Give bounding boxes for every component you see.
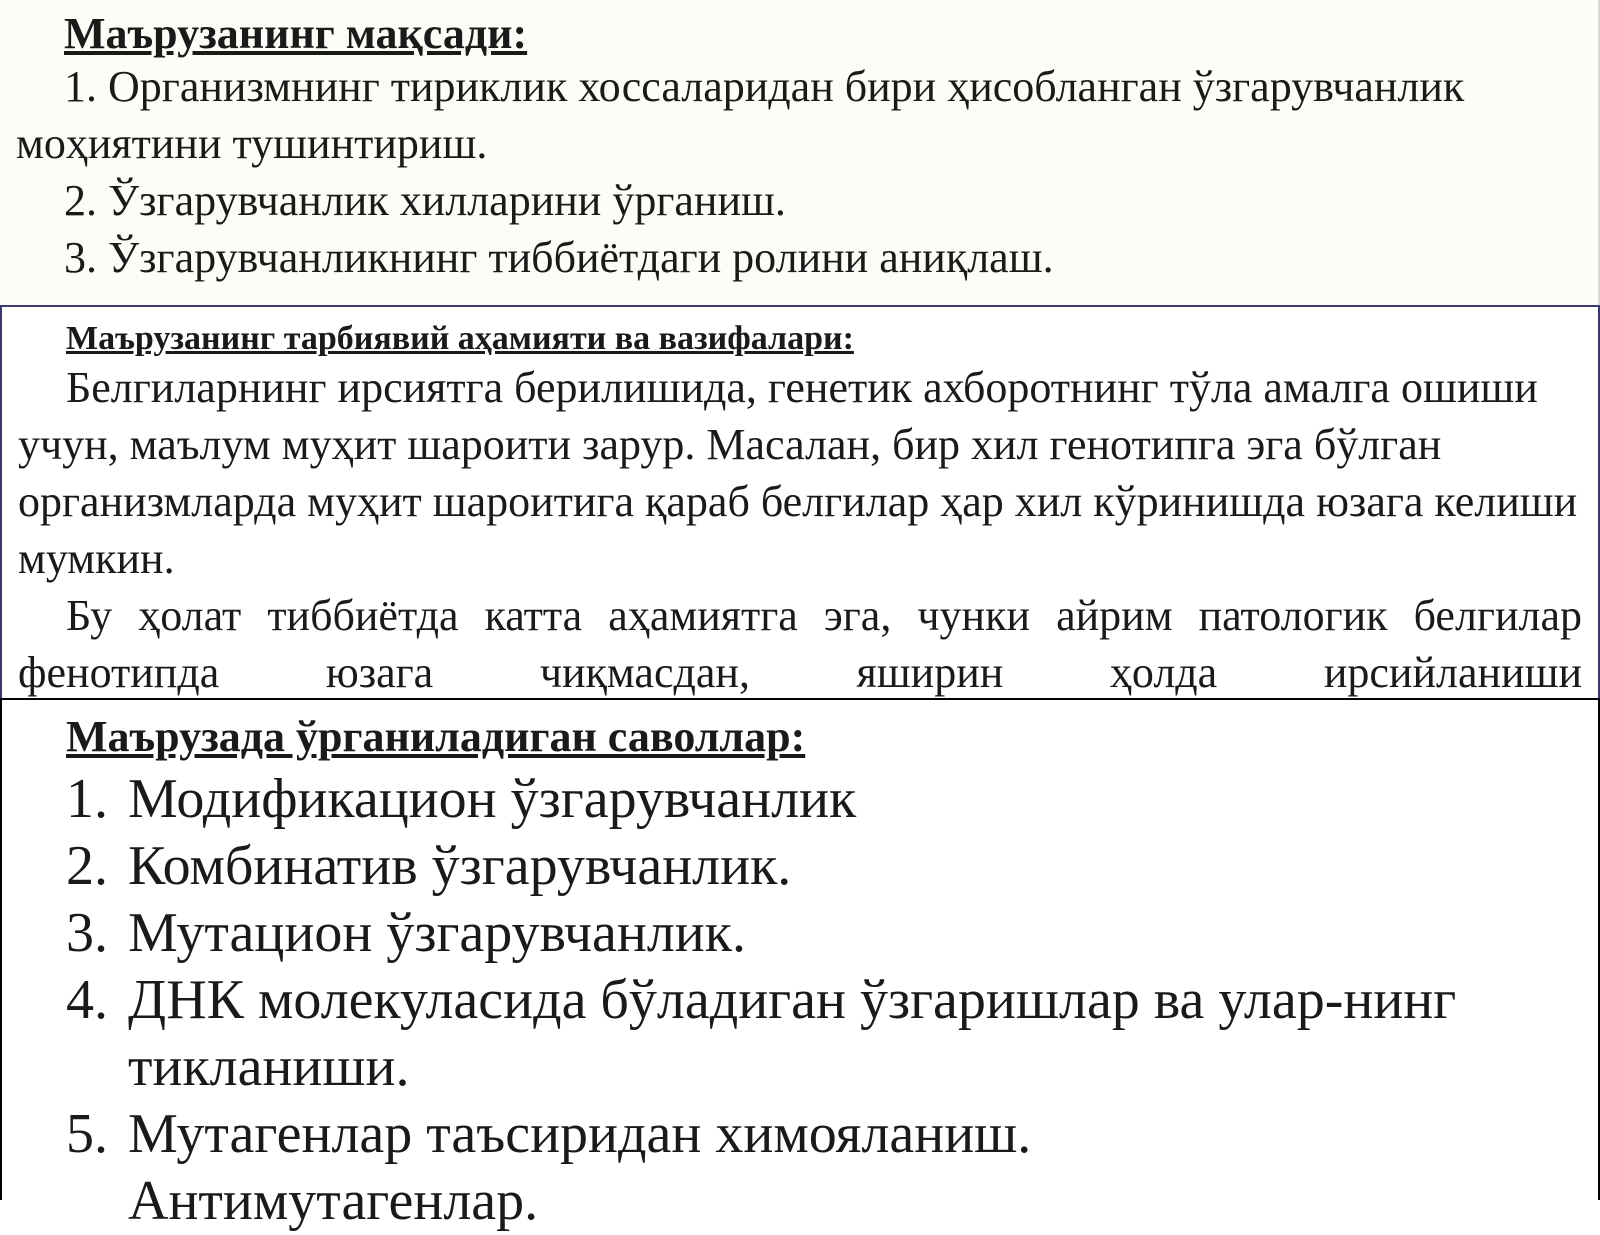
question-item-4 — [66, 967, 1598, 1101]
goal-item-3: 3. Ўзгарувчанликнинг тиббиётдаги ролини аниқлаш. — [64, 233, 1054, 282]
lecture-educational-section — [0, 305, 1600, 700]
question-text: Антимутагенлар. — [128, 1170, 539, 1232]
question-item-1 — [66, 766, 1598, 833]
question-number: 4. — [66, 969, 108, 1031]
question-number: 1. — [66, 768, 108, 830]
goals-heading: Маърузанинг мақсади: — [64, 9, 528, 58]
question-item-5 — [66, 1101, 1598, 1168]
educational-heading: Маърузанинг тарбиявий аҳамияти ва вазифалари: — [66, 320, 854, 357]
lecture-goals-section — [0, 0, 1600, 305]
question-text: Комбинатив ўзгарувчанлик. — [128, 835, 792, 897]
educational-paragraph-1: Белгиларнинг ирсиятга берилишида, генетик ахборотнинг тўла амалга ошиши учун, маълум муҳит шароити зарур. Масалан, бир хил генотипга эга бўлган организмларда муҳит шароитига қараб белгилар ҳар хил кўринишда юзага келиши мумкин. — [18, 363, 1578, 583]
question-item-2 — [66, 833, 1598, 900]
question-number: 5. — [66, 1103, 108, 1165]
question-number: 2. — [66, 835, 108, 897]
question-text: Мутагенлар таъсиридан химояланиш. — [128, 1103, 1032, 1165]
educational-paragraph-2: Бу ҳолат тиббиётда катта аҳамиятга эга, чунки айрим патологик белгилар фенотипда юзага чиқмасдан, яширин ҳолда ирсийланиши — [18, 591, 1582, 697]
goal-item-2: 2. Ўзгарувчанлик хилларини ўрганиш. — [64, 176, 786, 225]
questions-list — [2, 766, 1598, 1235]
question-item-5-continued — [66, 1168, 1598, 1235]
question-text: Мутацион ўзгарувчанлик. — [128, 902, 746, 964]
question-number: 3. — [66, 902, 108, 964]
questions-heading: Маърузада ўрганиладиган саволлар: — [66, 712, 806, 761]
goal-item-1: 1. Организмнинг тириклик хоссаларидан бири ҳисобланган ўзгарувчанлик моҳиятини тушинтириш. — [16, 62, 1465, 168]
question-text: Модификацион ўзгарувчанлик — [128, 768, 857, 830]
question-item-3 — [66, 900, 1598, 967]
lecture-questions-section — [0, 698, 1600, 1232]
question-text: ДНК молекуласида бўладиган ўзгаришлар ва улар-нинг тикланиши. — [128, 969, 1457, 1098]
